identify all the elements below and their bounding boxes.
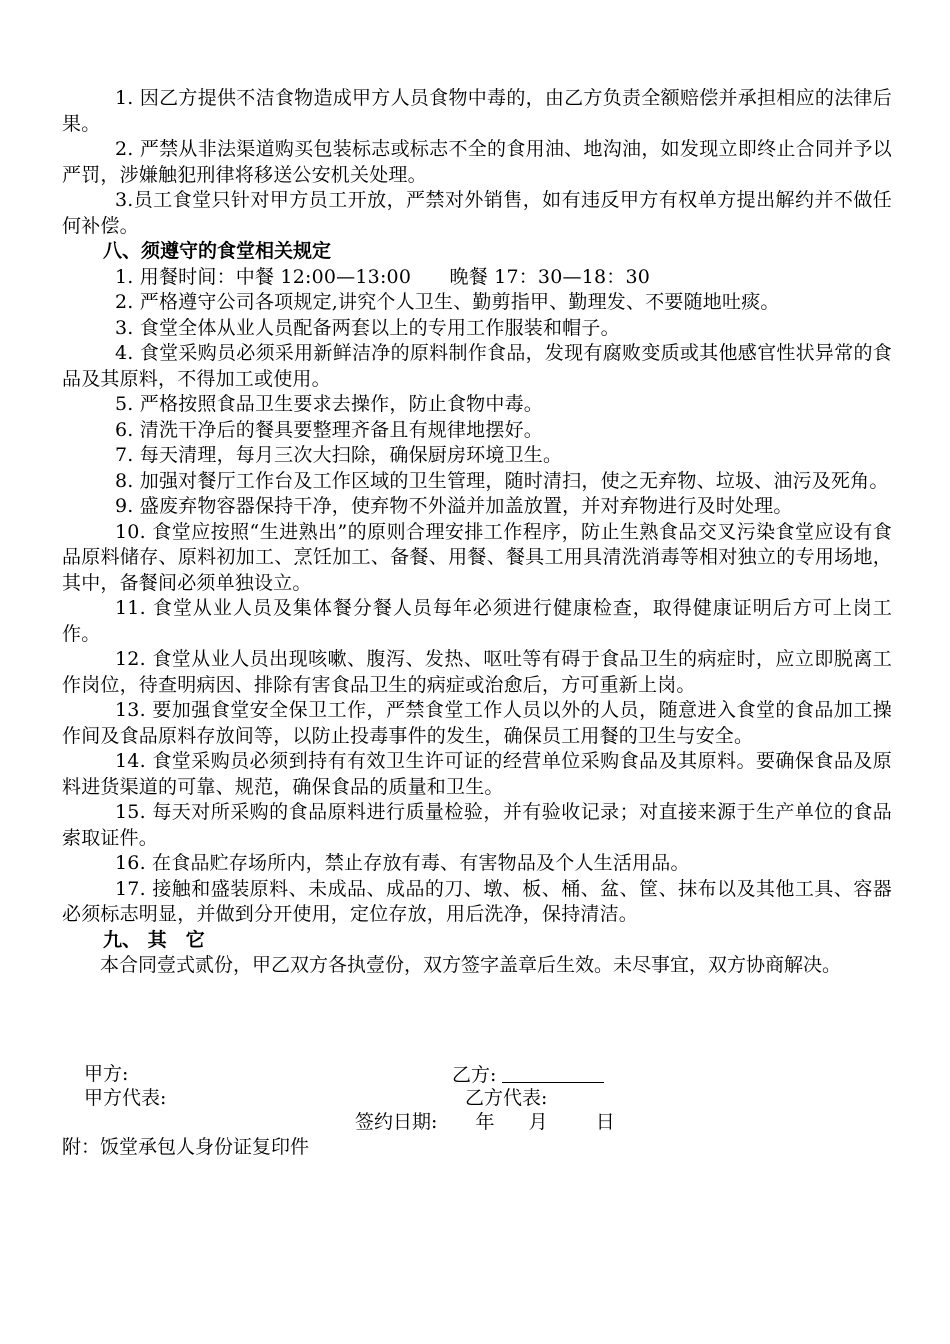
sign-date-year: 年 xyxy=(475,1111,495,1133)
section8-item-12: 12. 食堂从业人员出现咳嗽、腹泻、发热、呕吐等有碍于食品卫生的病症时，应立即脱离工作岗位，待查明病因、排除有害食品卫生的病症或治愈后，方可重新上岗。 xyxy=(62,648,892,696)
party-b-label: 乙方: xyxy=(452,1064,497,1086)
contract-page xyxy=(62,86,892,979)
party-b-signature-line xyxy=(502,1062,604,1083)
sign-date xyxy=(355,1110,615,1135)
section8-item-5: 5. 严格按照食品卫生要求去操作，防止食物中毒。 xyxy=(115,393,543,415)
party-a-rep-label: 甲方代表: xyxy=(84,1087,167,1109)
section8-item-17: 17. 接触和盛装原料、未成品、成品的刀、墩、板、桶、盆、筐、抹布以及其他工具、容器必须标志明显，并做到分开使用，定位存放，用后洗净，保持清洁。 xyxy=(62,877,892,925)
section8-item-6: 6. 清洗干净后的餐具要整理齐备且有规律地摆好。 xyxy=(115,418,543,441)
section8-item-16: 16. 在食品贮存场所内，禁止存放有毒、有害物品及个人生活用品。 xyxy=(115,852,690,874)
section8-item-9: 9. 盛废弃物容器保持干净，使弃物不外溢并加盖放置，并对弃物进行及时处理。 xyxy=(115,495,793,517)
sign-date-day: 日 xyxy=(595,1111,615,1133)
section9-body: 本合同壹式贰份，甲乙双方各执壹份，双方签字盖章后生效。未尽事宜，双方协商解决。 xyxy=(100,954,842,976)
section8-item-10: 10. 食堂应按照“生进熟出”的原则合理安排工作程序，防止生熟食品交叉污染食堂应设有食品原料储存、原料初加工、烹饪加工、备餐、用餐、餐具工用具清洗消毒等相对独立的专用场地，其中，备餐间必须单独设立。 xyxy=(62,520,892,594)
section8-item-1: 1. 用餐时间：中餐 12:00—13:00 晚餐 17：30—18：30 xyxy=(115,265,651,288)
section8-item-4: 4. 食堂采购员必须采用新鲜洁净的原料制作食品，发现有腐败变质或其他感官性状异常的食品及其原料，不得加工或使用。 xyxy=(62,342,892,390)
section8-item-14: 14. 食堂采购员必须到持有有效卫生许可证的经营单位采购食品及其原料。要确保食品及原料进货渠道的可靠、规范，确保食品的质量和卫生。 xyxy=(62,750,892,798)
section8-item-8: 8. 加强对餐厅工作台及工作区域的卫生管理，随时清扫，使之无弃物、垃圾、油污及死角。 xyxy=(115,469,889,492)
section7-item-1: 1. 因乙方提供不洁食物造成甲方人员食物中毒的，由乙方负责全额赔偿并承担相应的法律后果。 xyxy=(62,87,892,135)
section9-heading: 九、 其 它 xyxy=(103,928,205,951)
sign-date-label: 签约日期: xyxy=(355,1111,438,1133)
sign-date-month: 月 xyxy=(528,1111,548,1133)
section8-item-15: 15. 每天对所采购的食品原料进行质量检验，并有验收记录；对直接来源于生产单位的食品索取证件。 xyxy=(62,801,892,849)
party-b-rep-label: 乙方代表: xyxy=(465,1087,548,1109)
section8-item-11: 11. 食堂从业人员及集体餐分餐人员每年必须进行健康检查，取得健康证明后方可上岗工作。 xyxy=(62,597,892,645)
party-b-block xyxy=(452,1062,604,1088)
section8-item-3: 3. 食堂全体从业人员配备两套以上的专用工作服装和帽子。 xyxy=(115,316,620,339)
attachment-note: 附：饭堂承包人身份证复印件 xyxy=(62,1136,310,1158)
section7-item-2: 2. 严禁从非法渠道购买包装标志或标志不全的食用油、地沟油，如发现立即终止合同并予以严罚，涉嫌触犯刑律将移送公安机关处理。 xyxy=(62,138,892,186)
section8-item-13: 13. 要加强食堂安全保卫工作，严禁食堂工作人员以外的人员，随意进入食堂的食品加工操作间及食品原料存放间等，以防止投毒事件的发生，确保员工用餐的卫生与安全。 xyxy=(62,699,892,747)
section8-heading: 八、须遵守的食堂相关规定 xyxy=(103,240,332,262)
party-a-label: 甲方: xyxy=(84,1063,129,1085)
section7-item-3: 3.员工食堂只针对甲方员工开放，严禁对外销售，如有违反甲方有权单方提出解约并不做任何补偿。 xyxy=(62,189,892,237)
section8-item-7: 7. 每天清理，每月三次大扫除，确保厨房环境卫生。 xyxy=(115,444,563,466)
section8-item-2: 2. 严格遵守公司各项规定,讲究个人卫生、勤剪指甲、勤理发、不要随地吐痰。 xyxy=(115,291,780,313)
